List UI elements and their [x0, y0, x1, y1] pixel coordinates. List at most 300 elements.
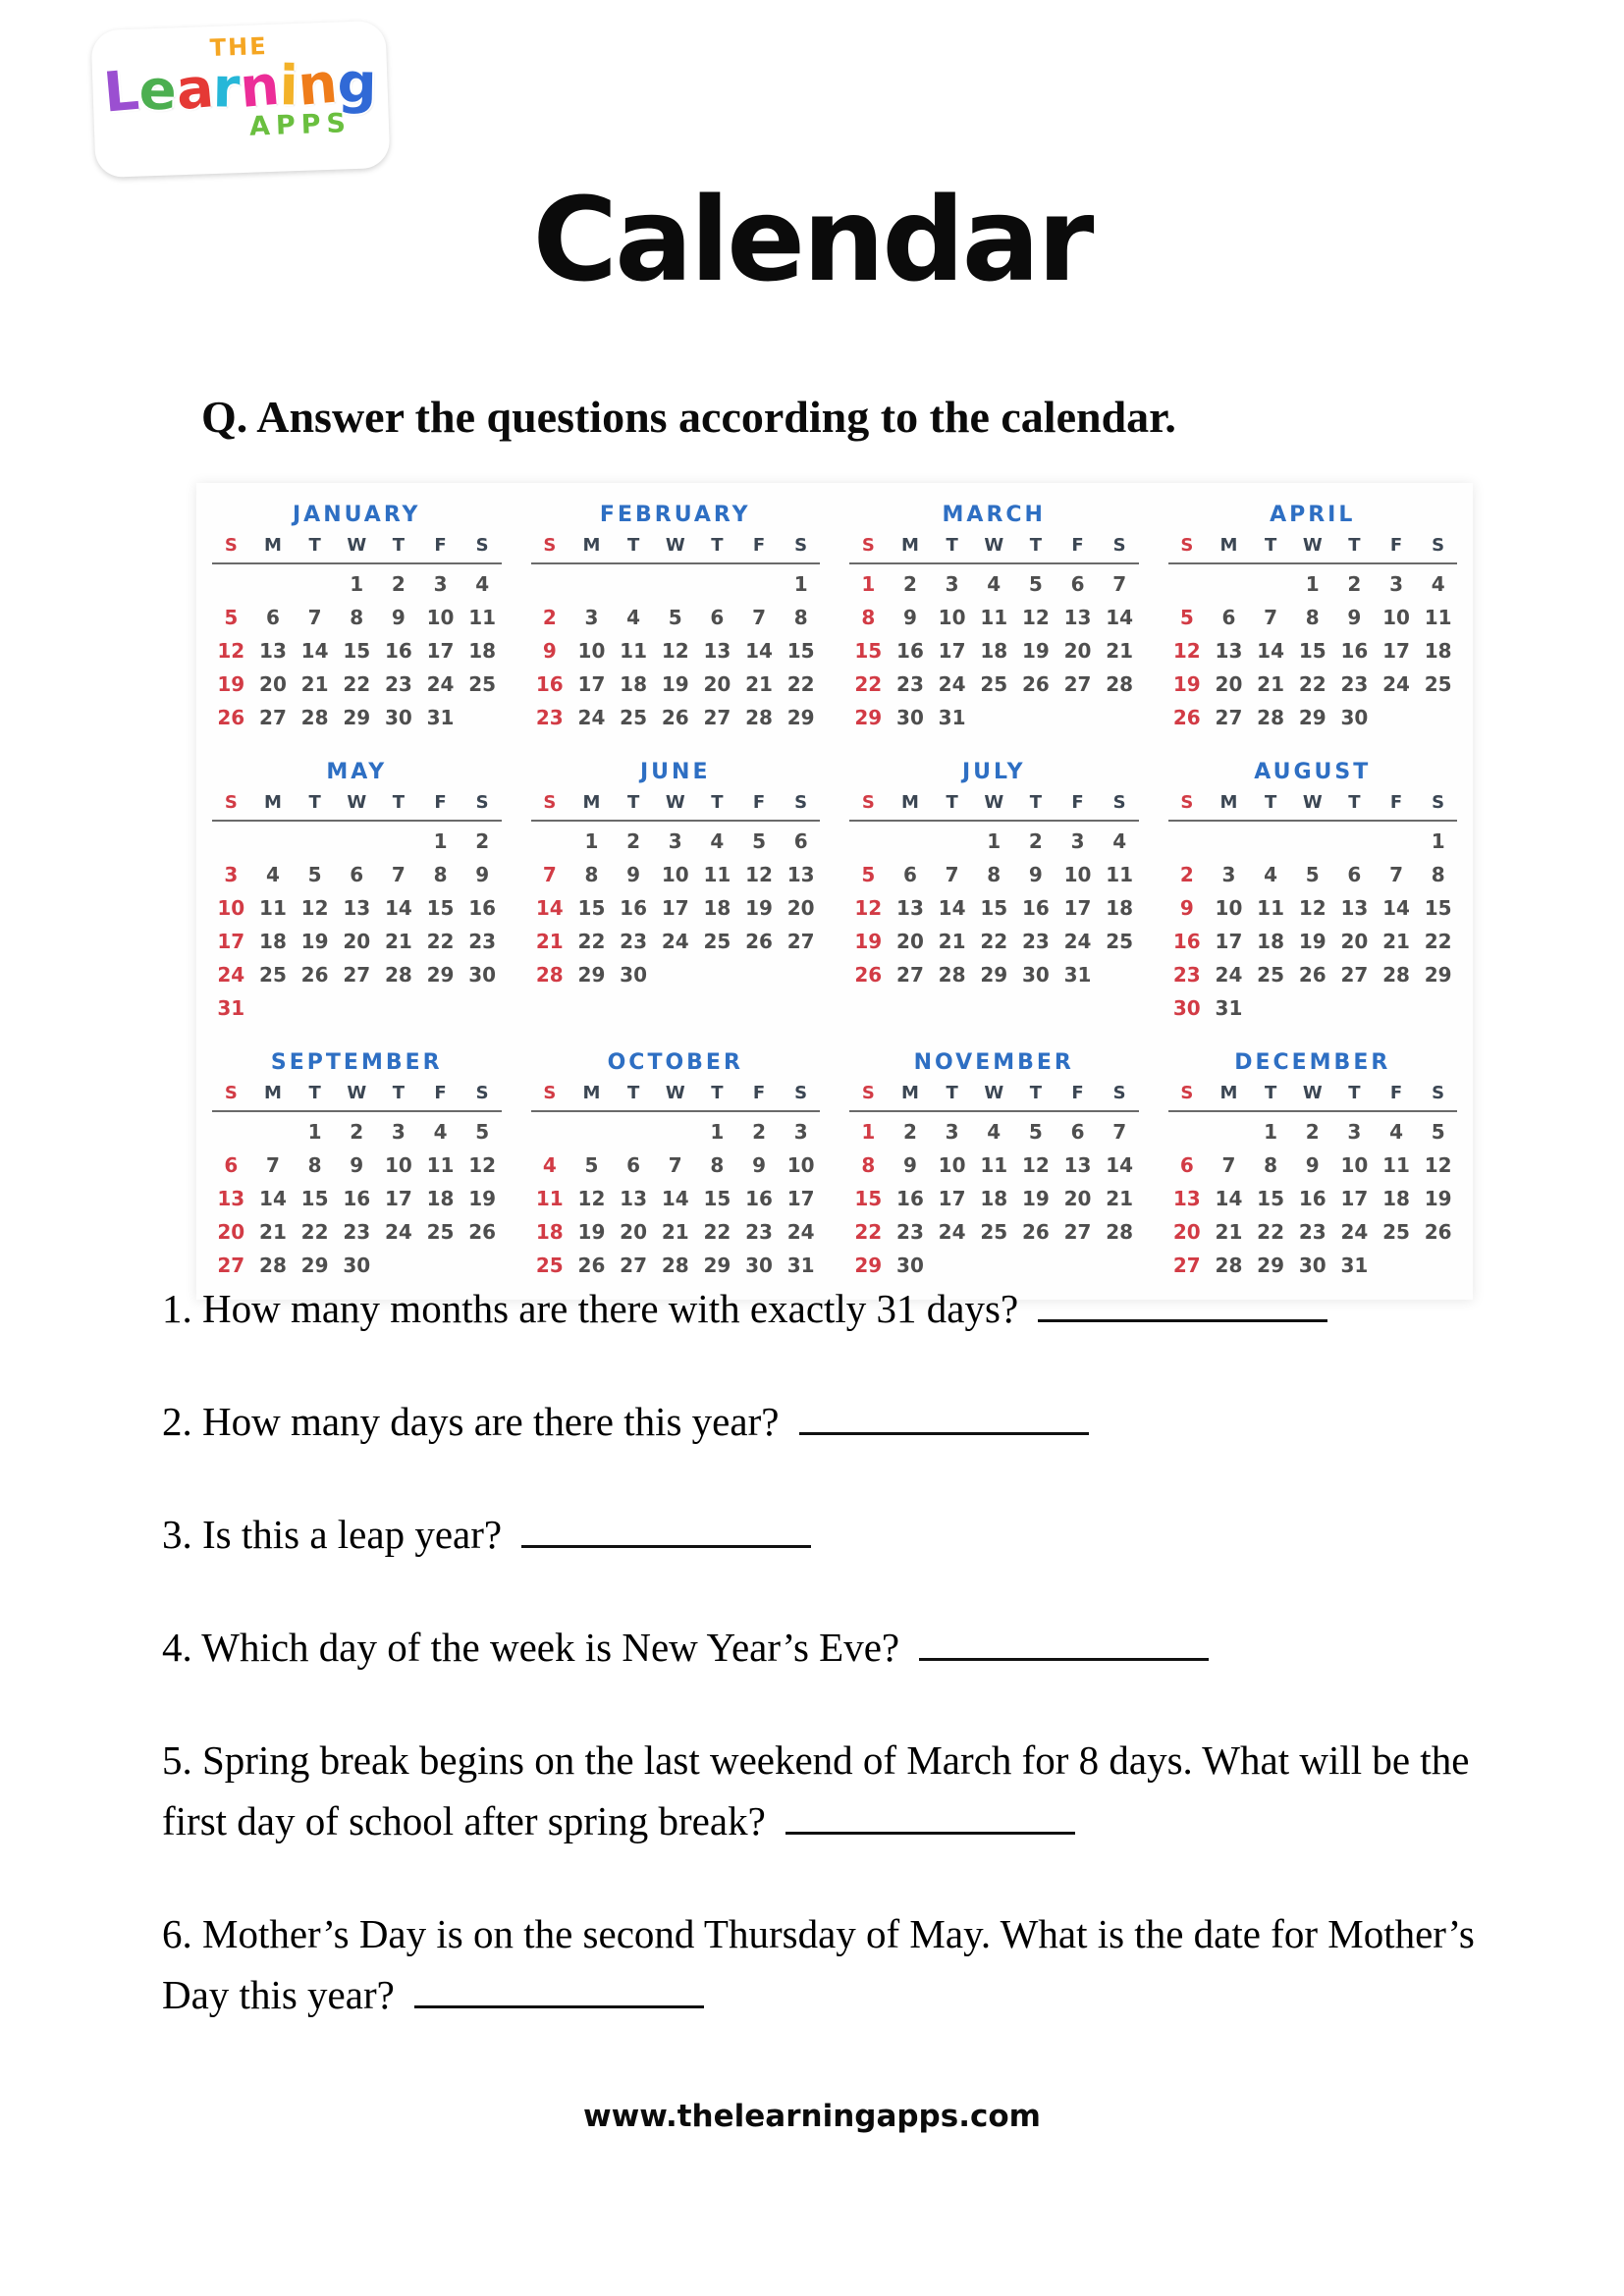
- question-item: 6. Mother’s Day is on the second Thursday of May. What is the date for Mother’s Day this year?: [162, 1911, 1475, 2017]
- month-title: JUNE: [640, 760, 711, 784]
- week-row: [529, 925, 823, 958]
- day-cell: 17: [938, 639, 966, 663]
- day-cell: [1417, 1249, 1459, 1282]
- day-cell: 28: [745, 706, 773, 729]
- day-cell: 18: [1106, 896, 1134, 920]
- day-cell: 30: [1298, 1254, 1326, 1277]
- day-cell: 11: [259, 896, 287, 920]
- day-cell: 5: [584, 1153, 599, 1177]
- weekday: M: [1219, 1083, 1238, 1103]
- day-cell: 2: [391, 572, 406, 596]
- day-cell: 23: [384, 672, 412, 696]
- answer-blank: [919, 1648, 1209, 1661]
- day-cell: 27: [1063, 1220, 1092, 1244]
- day-cell: [1250, 991, 1292, 1025]
- day-cell: [1376, 701, 1418, 734]
- day-cell: 11: [426, 1153, 455, 1177]
- day-cell: 24: [426, 672, 455, 696]
- day-cell: 3: [584, 606, 599, 629]
- day-cell: 27: [620, 1254, 648, 1277]
- week-row: [847, 891, 1141, 925]
- day-cell: 9: [903, 1153, 917, 1177]
- week-row: [1166, 958, 1460, 991]
- day-cell: 1: [307, 1120, 322, 1144]
- day-cell: 14: [745, 639, 773, 663]
- day-cell: 3: [1070, 829, 1085, 853]
- day-cell: 31: [786, 1254, 815, 1277]
- header-rule: [531, 562, 821, 564]
- day-cell: 14: [1382, 896, 1410, 920]
- weekday: T: [1348, 535, 1361, 556]
- weekday: T: [308, 535, 321, 556]
- day-cell: 7: [307, 606, 322, 629]
- day-cell: 10: [1215, 896, 1243, 920]
- day-cell: 1: [861, 1120, 876, 1144]
- day-cell: 28: [1215, 1254, 1243, 1277]
- day-cell: 12: [854, 896, 883, 920]
- weekday: T: [1348, 1083, 1361, 1103]
- day-cell: 26: [854, 963, 883, 987]
- month-title: OCTOBER: [607, 1050, 743, 1075]
- day-cell: 18: [535, 1220, 564, 1244]
- day-cell: 4: [710, 829, 725, 853]
- day-cell: 4: [626, 606, 641, 629]
- week-row: [1166, 701, 1460, 734]
- day-cell: 13: [1340, 896, 1369, 920]
- day-cell: 18: [468, 639, 497, 663]
- weekday-header: [1166, 1083, 1460, 1103]
- day-cell: 31: [1340, 1254, 1369, 1277]
- weekday-header: [210, 792, 504, 813]
- day-cell: 6: [1221, 606, 1236, 629]
- weekday-sunday: S: [543, 1083, 557, 1103]
- week-row: [210, 858, 504, 891]
- day-cell: [1250, 567, 1292, 601]
- day-cell: [336, 991, 378, 1025]
- day-cell: 15: [1298, 639, 1326, 663]
- day-cell: 6: [626, 1153, 641, 1177]
- weekday: F: [752, 1083, 766, 1103]
- day-cell: [1376, 991, 1418, 1025]
- day-cell: 6: [350, 863, 364, 886]
- weekday: M: [1219, 792, 1238, 813]
- day-cell: 14: [1106, 606, 1134, 629]
- day-cell: 10: [1382, 606, 1410, 629]
- day-cell: [780, 958, 822, 991]
- day-cell: 22: [300, 1220, 329, 1244]
- day-cell: 17: [217, 930, 245, 953]
- weekday: F: [1389, 535, 1403, 556]
- day-cell: 21: [1106, 639, 1134, 663]
- day-cell: 2: [1347, 572, 1362, 596]
- day-cell: 10: [217, 896, 245, 920]
- day-cell: 25: [1382, 1220, 1410, 1244]
- weekday: M: [582, 1083, 601, 1103]
- weekday: F: [434, 1083, 447, 1103]
- day-cell: 20: [217, 1220, 245, 1244]
- weekday: T: [392, 792, 406, 813]
- question-item: 3. Is this a leap year?: [162, 1504, 1478, 1565]
- week-row: [1166, 1182, 1460, 1215]
- day-cell: 5: [861, 863, 876, 886]
- week-row: [529, 891, 823, 925]
- day-cell: [461, 1249, 504, 1282]
- day-cell: 17: [426, 639, 455, 663]
- day-cell: 3: [945, 572, 959, 596]
- weekday-header: [529, 535, 823, 556]
- logo-text-the: THE: [209, 32, 269, 63]
- day-cell: 8: [307, 1153, 322, 1177]
- day-cell: 15: [426, 896, 455, 920]
- day-cell: 26: [217, 706, 245, 729]
- day-cell: 12: [1021, 606, 1050, 629]
- day-cell: 28: [535, 963, 564, 987]
- day-cell: 2: [1028, 829, 1043, 853]
- day-cell: 25: [426, 1220, 455, 1244]
- day-cell: 8: [433, 863, 448, 886]
- day-cell: 28: [1106, 672, 1134, 696]
- day-cell: 22: [1257, 1220, 1285, 1244]
- day-cell: 20: [1340, 930, 1369, 953]
- day-cell: 13: [259, 639, 287, 663]
- day-cell: 6: [1179, 1153, 1194, 1177]
- month-block: [1166, 503, 1460, 734]
- day-cell: 7: [1264, 606, 1278, 629]
- day-cell: 15: [980, 896, 1008, 920]
- day-cell: 12: [300, 896, 329, 920]
- day-cell: 28: [1257, 706, 1285, 729]
- calendar: [196, 483, 1473, 1300]
- day-cell: 17: [938, 1187, 966, 1210]
- day-cell: [570, 1115, 613, 1148]
- weekday: F: [434, 792, 447, 813]
- day-cell: 23: [1021, 930, 1050, 953]
- day-cell: 15: [1424, 896, 1452, 920]
- week-row: [210, 825, 504, 858]
- weekday: W: [1302, 792, 1323, 813]
- weekday: M: [1219, 535, 1238, 556]
- weekday: M: [901, 535, 919, 556]
- day-cell: 1: [1264, 1120, 1278, 1144]
- day-cell: 8: [1305, 606, 1320, 629]
- day-cell: 26: [300, 963, 329, 987]
- week-row: [210, 1148, 504, 1182]
- day-cell: 2: [475, 829, 490, 853]
- day-cell: 14: [1106, 1153, 1134, 1177]
- day-cell: 2: [903, 1120, 917, 1144]
- day-cell: 8: [987, 863, 1001, 886]
- header-rule: [1168, 562, 1458, 564]
- day-cell: 29: [854, 1254, 883, 1277]
- day-cell: [1166, 1115, 1209, 1148]
- day-cell: 15: [1257, 1187, 1285, 1210]
- weekday: W: [665, 792, 685, 813]
- day-cell: 9: [542, 639, 557, 663]
- day-cell: 23: [1340, 672, 1369, 696]
- day-cell: 1: [710, 1120, 725, 1144]
- weekday-sunday: S: [1180, 535, 1194, 556]
- day-cell: 29: [577, 963, 606, 987]
- week-row: [847, 667, 1141, 701]
- day-cell: 17: [384, 1187, 412, 1210]
- day-cell: 16: [1021, 896, 1050, 920]
- day-cell: 1: [861, 572, 876, 596]
- weekday: W: [984, 792, 1004, 813]
- day-cell: 2: [542, 606, 557, 629]
- weekday: T: [946, 792, 958, 813]
- weekday: F: [1389, 1083, 1403, 1103]
- day-cell: 11: [620, 639, 648, 663]
- day-cell: 3: [945, 1120, 959, 1144]
- weekday-header: [847, 535, 1141, 556]
- day-cell: 14: [1215, 1187, 1243, 1210]
- weekday: M: [264, 792, 282, 813]
- weekday: T: [946, 535, 958, 556]
- day-cell: [973, 1249, 1015, 1282]
- day-cell: [1099, 1249, 1141, 1282]
- day-cell: 21: [259, 1220, 287, 1244]
- weekday: T: [1264, 792, 1277, 813]
- weekday: T: [1029, 535, 1043, 556]
- day-cell: 20: [1172, 1220, 1201, 1244]
- day-cell: [419, 991, 461, 1025]
- day-cell: 30: [343, 1254, 371, 1277]
- day-cell: 8: [584, 863, 599, 886]
- day-cell: 31: [1063, 963, 1092, 987]
- day-cell: 24: [217, 963, 245, 987]
- day-cell: 1: [987, 829, 1001, 853]
- month-title: JULY: [961, 760, 1026, 784]
- day-cell: 13: [896, 896, 924, 920]
- month-title: NOVEMBER: [913, 1050, 1074, 1075]
- day-cell: 27: [703, 706, 731, 729]
- day-cell: 9: [1028, 863, 1043, 886]
- day-cell: 16: [1298, 1187, 1326, 1210]
- header-rule: [849, 562, 1139, 564]
- day-cell: [1099, 958, 1141, 991]
- day-cell: 24: [786, 1220, 815, 1244]
- day-cell: 19: [300, 930, 329, 953]
- day-cell: 12: [1424, 1153, 1452, 1177]
- day-cell: 9: [626, 863, 641, 886]
- day-cell: 6: [710, 606, 725, 629]
- day-cell: 5: [1028, 1120, 1043, 1144]
- day-cell: [1208, 1115, 1250, 1148]
- day-cell: 25: [980, 1220, 1008, 1244]
- day-cell: 5: [475, 1120, 490, 1144]
- day-cell: 24: [1063, 930, 1092, 953]
- week-row: [847, 1115, 1141, 1148]
- weekday: W: [347, 792, 367, 813]
- day-cell: 2: [1305, 1120, 1320, 1144]
- day-cell: [738, 958, 781, 991]
- day-cell: 31: [217, 996, 245, 1020]
- logo-letter: a: [173, 56, 216, 124]
- day-cell: 27: [217, 1254, 245, 1277]
- day-cell: 13: [620, 1187, 648, 1210]
- day-cell: 7: [1221, 1153, 1236, 1177]
- day-cell: 27: [1215, 706, 1243, 729]
- day-cell: 24: [1382, 672, 1410, 696]
- week-row: [210, 1182, 504, 1215]
- question-item: 4. Which day of the week is New Year’s Eve?: [162, 1617, 1478, 1678]
- week-row: [847, 925, 1141, 958]
- day-cell: [378, 1249, 420, 1282]
- day-cell: 8: [1431, 863, 1445, 886]
- week-row: [210, 634, 504, 667]
- weekday: W: [347, 1083, 367, 1103]
- logo-letter: e: [137, 58, 177, 124]
- day-cell: 23: [896, 672, 924, 696]
- day-cell: 29: [786, 706, 815, 729]
- day-cell: [1056, 701, 1099, 734]
- weekday: W: [984, 535, 1004, 556]
- question-item: 2. How many days are there this year?: [162, 1391, 1478, 1452]
- weekday: T: [1264, 1083, 1277, 1103]
- day-cell: 3: [391, 1120, 406, 1144]
- day-cell: [252, 567, 295, 601]
- day-cell: 23: [745, 1220, 773, 1244]
- logo-letter: n: [295, 51, 341, 119]
- day-cell: 5: [1431, 1120, 1445, 1144]
- day-cell: [1056, 1249, 1099, 1282]
- day-cell: [890, 825, 932, 858]
- day-cell: [1333, 991, 1376, 1025]
- header-rule: [849, 1110, 1139, 1112]
- month-title: AUGUST: [1254, 760, 1372, 784]
- day-cell: 7: [266, 1153, 280, 1177]
- day-cell: 27: [1172, 1254, 1201, 1277]
- day-cell: 5: [1305, 863, 1320, 886]
- day-cell: [252, 825, 295, 858]
- day-cell: 30: [1340, 706, 1369, 729]
- month-block: [847, 503, 1141, 734]
- day-cell: 16: [384, 639, 412, 663]
- day-cell: 26: [1298, 963, 1326, 987]
- day-cell: 31: [426, 706, 455, 729]
- week-row: [210, 1115, 504, 1148]
- day-cell: 22: [786, 672, 815, 696]
- week-row: [210, 1215, 504, 1249]
- day-cell: 14: [1257, 639, 1285, 663]
- day-cell: 4: [1431, 572, 1445, 596]
- day-cell: 3: [1389, 572, 1403, 596]
- day-cell: 17: [786, 1187, 815, 1210]
- day-cell: 7: [945, 863, 959, 886]
- week-row: [529, 1249, 823, 1282]
- weekday: T: [392, 535, 406, 556]
- day-cell: 22: [854, 1220, 883, 1244]
- week-row: [210, 567, 504, 601]
- logo-text-apps: APPS: [248, 108, 352, 142]
- day-cell: 31: [1215, 996, 1243, 1020]
- answer-blank: [785, 1822, 1075, 1835]
- weekday: T: [1029, 792, 1043, 813]
- day-cell: 19: [577, 1220, 606, 1244]
- week-row: [529, 1115, 823, 1148]
- weekday-sunday: S: [1180, 1083, 1194, 1103]
- day-cell: 16: [896, 1187, 924, 1210]
- day-cell: 22: [577, 930, 606, 953]
- answer-blank: [1038, 1309, 1327, 1322]
- day-cell: 25: [468, 672, 497, 696]
- day-cell: 26: [468, 1220, 497, 1244]
- day-cell: [529, 1115, 571, 1148]
- day-cell: [294, 825, 336, 858]
- day-cell: 2: [626, 829, 641, 853]
- day-cell: 7: [391, 863, 406, 886]
- week-row: [847, 601, 1141, 634]
- day-cell: 25: [980, 672, 1008, 696]
- day-cell: [1015, 701, 1057, 734]
- day-cell: 8: [793, 606, 808, 629]
- day-cell: 30: [620, 963, 648, 987]
- day-cell: 20: [786, 896, 815, 920]
- weekday-sunday: S: [543, 792, 557, 813]
- day-cell: 14: [535, 896, 564, 920]
- day-cell: 22: [343, 672, 371, 696]
- day-cell: 16: [745, 1187, 773, 1210]
- day-cell: 27: [343, 963, 371, 987]
- weekday: T: [626, 792, 640, 813]
- day-cell: 7: [1389, 863, 1403, 886]
- day-cell: 18: [980, 639, 1008, 663]
- week-row: [847, 634, 1141, 667]
- months-grid: [210, 503, 1459, 1282]
- day-cell: 20: [896, 930, 924, 953]
- weekday: F: [1071, 792, 1084, 813]
- question-item: 1. How many months are there with exactly 31 days?: [162, 1278, 1478, 1339]
- week-row: [847, 1249, 1141, 1282]
- day-cell: [1376, 825, 1418, 858]
- weekday: T: [626, 1083, 640, 1103]
- week-row: [1166, 858, 1460, 891]
- day-cell: 25: [703, 930, 731, 953]
- day-cell: 3: [1221, 863, 1236, 886]
- day-cell: 13: [1215, 639, 1243, 663]
- week-row: [847, 825, 1141, 858]
- week-row: [529, 667, 823, 701]
- day-cell: 20: [343, 930, 371, 953]
- day-cell: 7: [542, 863, 557, 886]
- day-cell: 10: [1063, 863, 1092, 886]
- day-cell: 7: [752, 606, 766, 629]
- day-cell: [378, 825, 420, 858]
- week-row: [1166, 925, 1460, 958]
- weekday: F: [434, 535, 447, 556]
- day-cell: [1333, 825, 1376, 858]
- day-cell: [847, 825, 890, 858]
- weekday-sunday: S: [224, 1083, 238, 1103]
- weekday: W: [1302, 535, 1323, 556]
- day-cell: 12: [1298, 896, 1326, 920]
- day-cell: 14: [661, 1187, 689, 1210]
- day-cell: 17: [661, 896, 689, 920]
- week-row: [210, 925, 504, 958]
- day-cell: 1: [584, 829, 599, 853]
- day-cell: [294, 567, 336, 601]
- day-cell: 20: [1063, 639, 1092, 663]
- day-cell: 6: [1070, 572, 1085, 596]
- day-cell: [336, 825, 378, 858]
- day-cell: 25: [259, 963, 287, 987]
- day-cell: 26: [1021, 672, 1050, 696]
- day-cell: 30: [468, 963, 497, 987]
- day-cell: 10: [661, 863, 689, 886]
- weekday-sunday: S: [224, 792, 238, 813]
- weekday: T: [308, 1083, 321, 1103]
- day-cell: 16: [896, 639, 924, 663]
